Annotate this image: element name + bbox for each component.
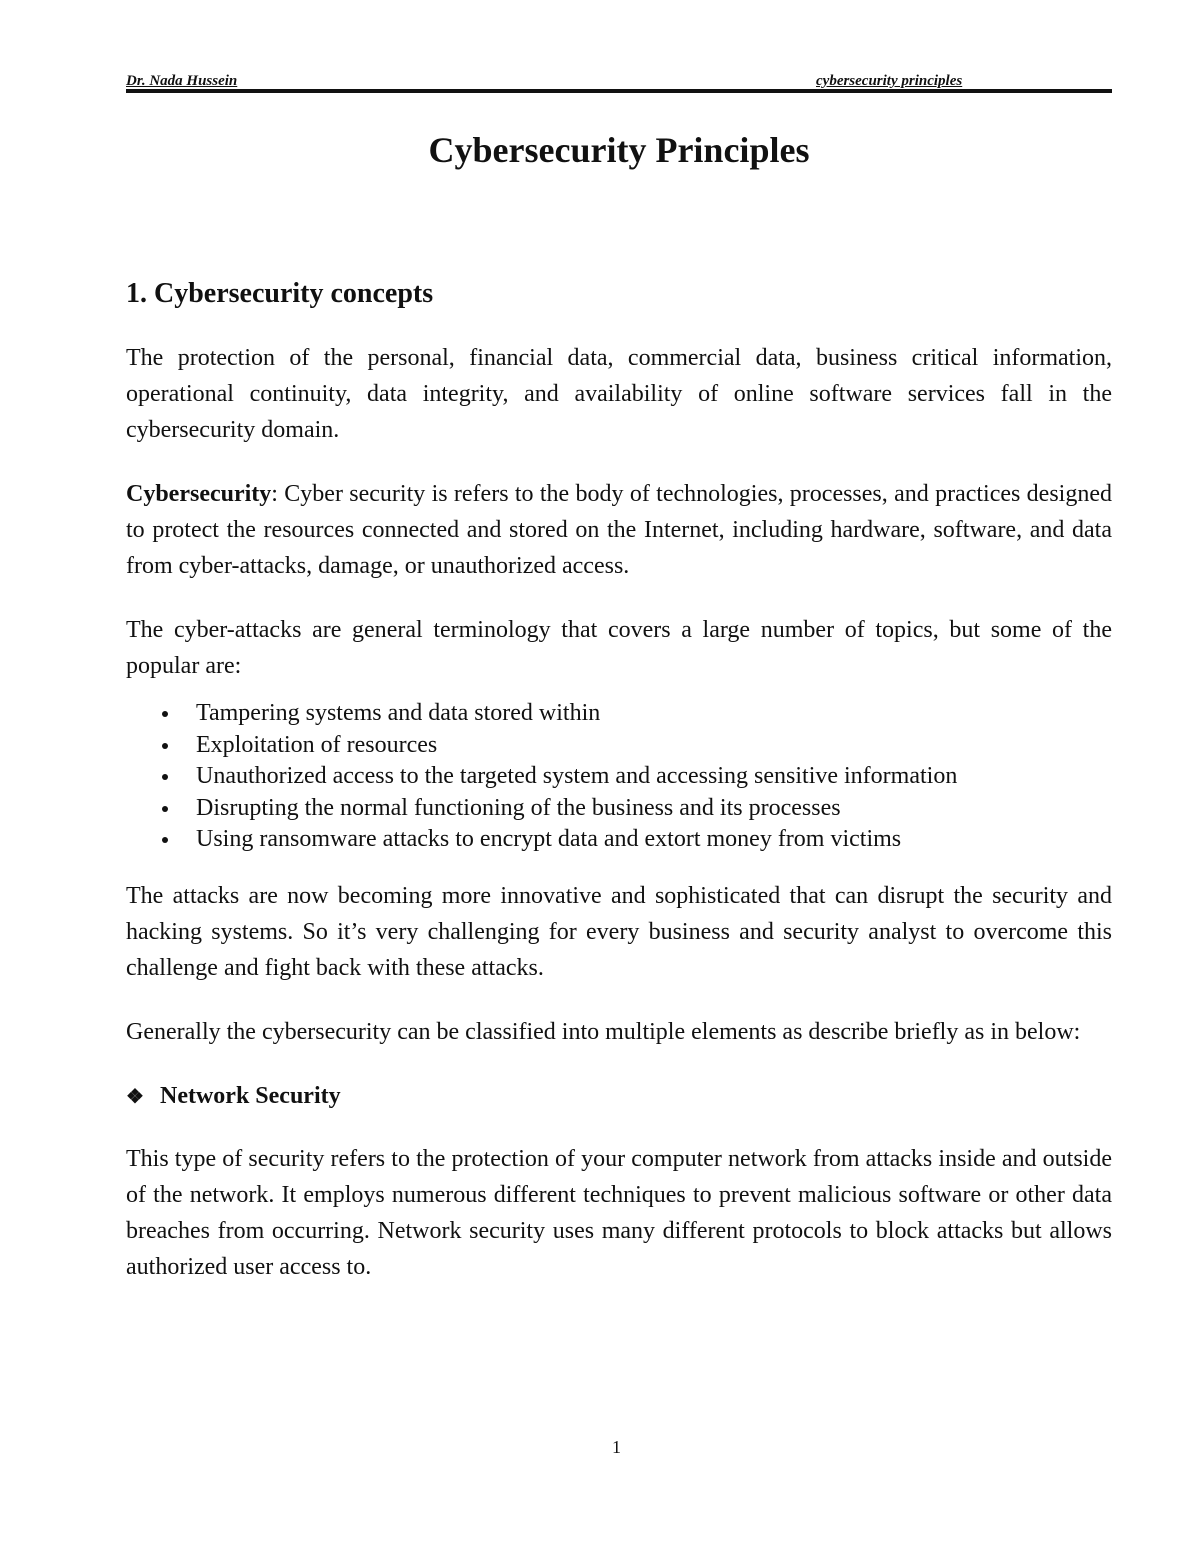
intro-paragraph: The protection of the personal, financial data, commercial data, business critical information, operational continuity, data integrity, and availability of online software services fall in the cybersecurity domain. (126, 345, 1112, 443)
definition-text: : Cyber security is refers to the body of technologies, processes, and practices designed to protect the resources connected and stored on the Internet, including hardware, software, and data from cyber-attacks, damage, or unauthorized access. (126, 481, 1112, 579)
definition-term: Cybersecurity (126, 481, 272, 507)
bullet-icon (162, 806, 168, 812)
subsection-heading (126, 1078, 1112, 1115)
network-security-paragraph: This type of security refers to the protection of your computer network from attacks inside and outside of the network. It employs numerous different techniques to prevent malicious software or other data breaches from occurring. Network security uses many different protocols to block attacks but allows authorized user access to. (126, 1145, 1112, 1280)
list-item-text: Tampering systems and data stored within (196, 700, 601, 726)
diamond-bullet-icon: ❖ (126, 1085, 144, 1108)
bullet-icon (162, 774, 168, 780)
attacks-list (126, 698, 1112, 856)
bullet-icon (162, 743, 168, 749)
list-item (126, 793, 1112, 825)
list-item (126, 730, 1112, 762)
attacks-followup-paragraph: The attacks are now becoming more innovative and sophisticated that can disrupt the security and hacking systems. So it’s very challenging for every business and security analyst to overcome this challenge and fight back with these attacks. (126, 882, 1112, 981)
list-item-text: Disrupting the normal functioning of the business and its processes (196, 794, 841, 821)
bullet-icon (162, 837, 168, 843)
list-item (126, 761, 1112, 793)
page-number: 1 (612, 1437, 621, 1457)
document-title: Cybersecurity Principles (428, 130, 810, 170)
list-item-text: Using ransomware attacks to encrypt data and extort money from victims (196, 826, 902, 852)
header-rule (126, 89, 1112, 93)
definition-paragraph (126, 476, 1112, 584)
subsection-heading-text: Network Security (160, 1082, 341, 1109)
header-course: cybersecurity principles (816, 73, 963, 89)
list-item (126, 824, 1112, 856)
list-item-text: Exploitation of resources (196, 731, 438, 758)
header-author: Dr. Nada Hussein (126, 73, 238, 89)
classification-paragraph: Generally the cybersecurity can be classified into multiple elements as describe briefly as in below: (126, 1018, 1081, 1045)
main-content (126, 274, 1112, 1313)
bullet-icon (162, 711, 168, 717)
list-item (126, 698, 1112, 730)
list-item-text: Unauthorized access to the targeted system and accessing sensitive information (196, 763, 958, 789)
attacks-intro-paragraph: The cyber-attacks are general terminology that covers a large number of topics, but some of the popular are: (126, 617, 1112, 679)
section-heading: 1. Cybersecurity concepts (126, 278, 434, 309)
